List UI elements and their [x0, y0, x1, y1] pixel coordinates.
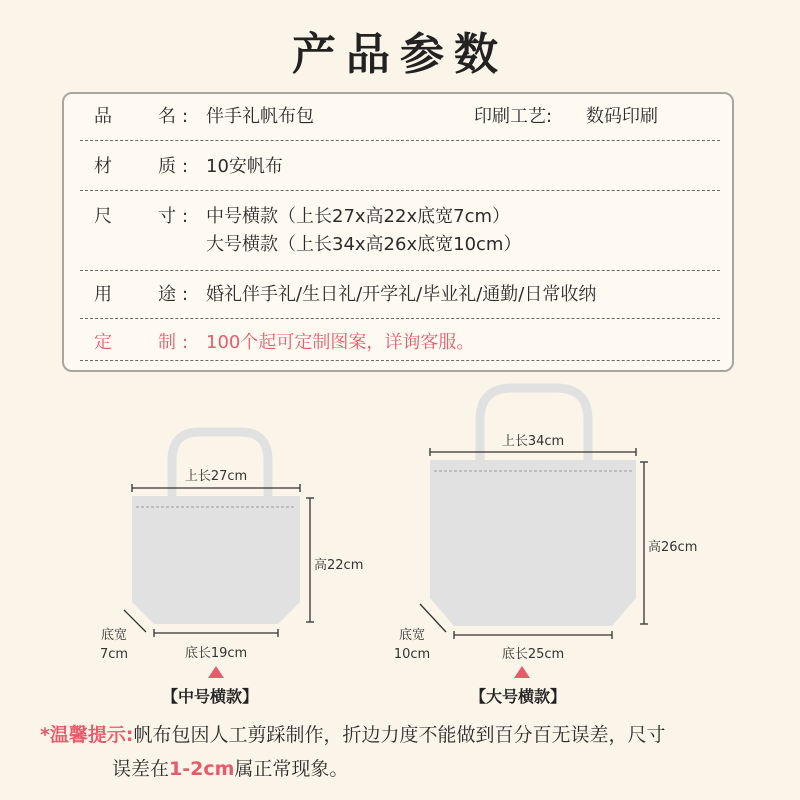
bag-large-depth-value: 10cm: [393, 647, 431, 662]
bag-medium-height: 高22cm: [314, 558, 364, 573]
print-process-value: 数码印刷: [586, 106, 658, 127]
param-key-material-2: 质: [158, 156, 176, 177]
bag-medium-caption: 【中号横款】: [162, 687, 259, 706]
param-colon: :: [182, 106, 189, 127]
bag-medium-depth-value: 7cm: [99, 647, 129, 662]
param-colon: :: [182, 206, 189, 227]
page-title: 产品参数: [292, 29, 508, 80]
bag-large-body: [430, 460, 636, 626]
bag-large-handle: [480, 388, 588, 462]
param-colon: :: [182, 284, 189, 305]
param-value-size-large: 大号横款（上长34x高26x底宽10cm）: [206, 234, 522, 255]
param-colon: :: [182, 156, 189, 177]
bag-size-diagram: [0, 380, 800, 662]
warm-tip-text-2b: 属正常现象。: [234, 758, 349, 780]
bag-medium-marker-icon: [208, 666, 224, 678]
bag-medium-depth-label: 底宽: [100, 628, 128, 643]
param-key-custom-1: 定: [94, 332, 112, 353]
warm-tip-text-1: 帆布包因人工剪踩制作，折边力度不能做到百分百无误差，尺寸: [133, 724, 666, 746]
bag-large-depth-label: 底宽: [398, 628, 426, 643]
warm-tip: [40, 718, 770, 786]
param-key-name-2: 名: [158, 106, 176, 127]
bag-medium-body: [132, 496, 300, 624]
param-key-custom-2: 制: [158, 332, 176, 353]
bag-medium: [100, 432, 363, 678]
bag-medium-depth-dim: [124, 610, 146, 632]
bag-large-marker-icon: [514, 666, 530, 678]
bag-large: [394, 388, 698, 678]
param-colon: :: [182, 332, 189, 353]
warm-tip-line-2: [40, 752, 770, 786]
param-value-size-medium: 中号横款（上长27x高22x底宽7cm）: [206, 206, 510, 227]
bag-large-caption: 【大号横款】: [470, 687, 567, 706]
divider: [80, 270, 720, 271]
bag-medium-handle: [172, 432, 268, 496]
param-key-size-1: 尺: [94, 206, 112, 227]
bag-medium-top-length: 上长27cm: [184, 469, 248, 484]
param-key-name-1: 品: [94, 106, 112, 127]
param-key-usage-2: 途: [158, 284, 176, 305]
bag-large-bottom-length: 底长25cm: [501, 647, 565, 662]
param-value-custom: 100个起可定制图案，详询客服。: [206, 332, 475, 353]
divider: [80, 318, 720, 319]
warm-tip-highlight: 1-2cm: [169, 758, 235, 780]
bag-medium-bottom-length: 底长19cm: [184, 646, 248, 661]
warm-tip-prefix: *温馨提示:: [40, 724, 134, 746]
param-value-usage: 婚礼伴手礼/生日礼/开学礼/毕业礼/通勤/日常收纳: [206, 284, 597, 305]
divider: [80, 190, 720, 191]
param-key-material-1: 材: [94, 156, 112, 177]
bag-large-height: 高26cm: [648, 540, 698, 555]
bag-large-top-length: 上长34cm: [501, 434, 565, 449]
param-value-material: 10安帆布: [206, 156, 283, 177]
divider: [80, 140, 720, 141]
print-process-label: 印刷工艺:: [474, 106, 553, 127]
parameters-panel: [62, 92, 734, 372]
param-value-name: 伴手礼帆布包: [206, 106, 314, 127]
warm-tip-line-1: [40, 718, 770, 752]
param-key-usage-1: 用: [94, 284, 112, 305]
warm-tip-text-2a: 误差在: [112, 758, 170, 780]
param-key-size-2: 寸: [158, 206, 176, 227]
divider: [80, 360, 720, 361]
